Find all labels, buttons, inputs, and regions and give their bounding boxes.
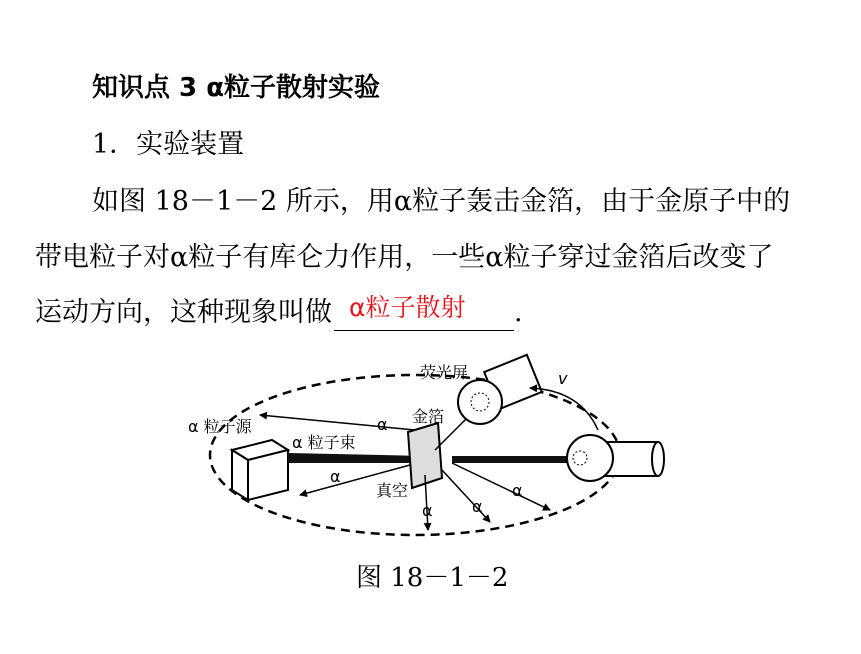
figure-caption: 图 18－1－2 — [356, 563, 509, 593]
label-alpha: α — [512, 481, 523, 500]
label-vacuum: 真空 — [376, 481, 409, 500]
label-velocity: v — [558, 369, 568, 388]
blank-answer: α粒子散射 — [349, 293, 466, 322]
rotation-arrow — [530, 388, 598, 430]
label-alpha: α — [472, 497, 483, 516]
paragraph-line-2: 带电粒子对α粒子有库仑力作用，一些α粒子穿过金箔后改变了 — [35, 242, 774, 273]
microscope-right — [567, 435, 664, 481]
label-alpha-beam: α 粒子束 — [292, 433, 356, 452]
experiment-diagram — [180, 350, 680, 550]
alpha-beam — [288, 453, 425, 463]
label-foil: 金箔 — [412, 407, 445, 426]
microscope-top — [458, 355, 542, 424]
line3-text: 运动方向，这种现象叫做 — [35, 297, 332, 328]
transmitted-beam — [452, 456, 572, 463]
alpha-ray — [452, 463, 550, 510]
list-item-heading: 1．实验装置 — [92, 129, 245, 160]
section-heading: 知识点 3 α粒子散射实验 — [92, 73, 381, 103]
label-screen: 荧光屏 — [420, 363, 469, 382]
paragraph-line-1: 如图 18－1－2 所示，用α粒子轰击金箔，由于金原子中的 — [92, 186, 791, 217]
label-alpha: α — [330, 467, 341, 486]
label-alpha: α — [422, 501, 433, 520]
line3-period: . — [514, 297, 523, 328]
label-alpha-source: α 粒子源 — [188, 417, 252, 436]
paragraph-line-3 — [35, 295, 523, 331]
answer-blank — [334, 293, 514, 331]
alpha-source-box — [232, 440, 288, 500]
alpha-ray — [260, 415, 415, 430]
label-alpha: α — [377, 415, 388, 434]
